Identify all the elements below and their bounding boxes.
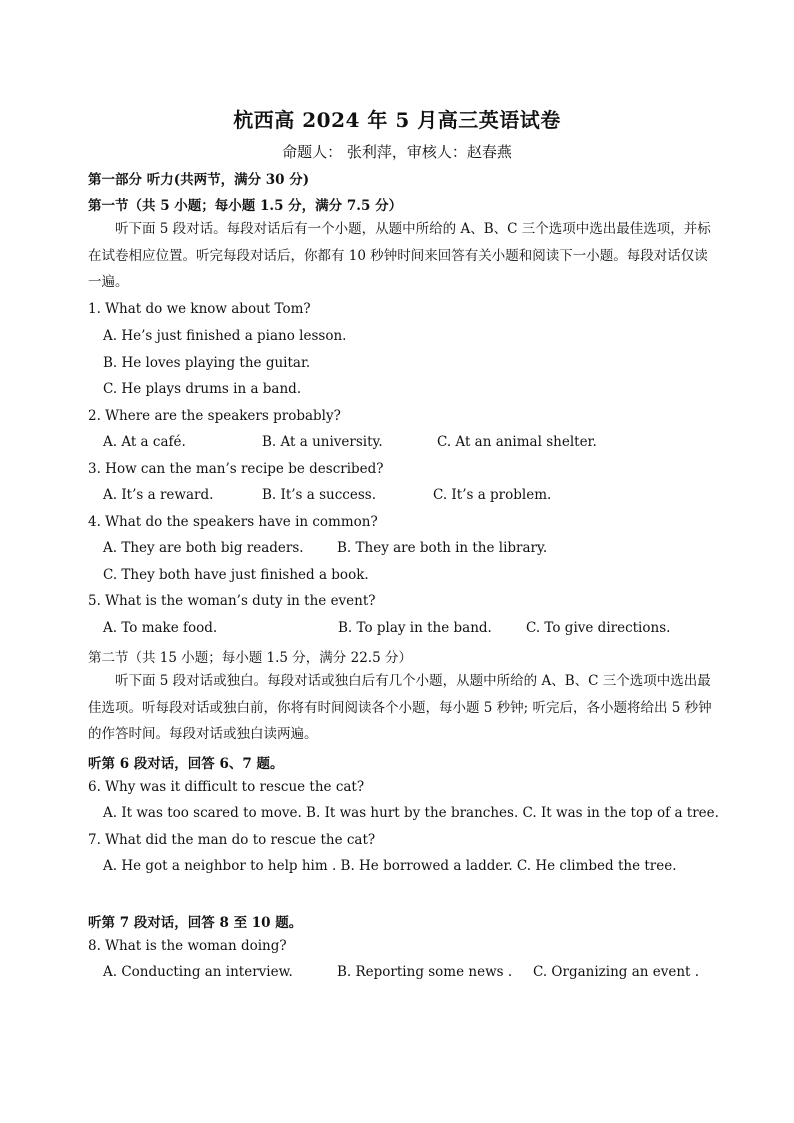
question-6-stem: 6. Why was it difficult to rescue the cat? [88,779,365,795]
question-5-option-a: A. To make food. [103,620,218,636]
question-3-stem: 3. How can the man’s recipe be described? [88,461,384,477]
question-4-option-a: A. They are both big readers. [103,540,304,556]
exam-title: 杭西高 2024 年 5 月高三英语试卷 [233,108,561,132]
question-1-option-c: C. He plays drums in a band. [103,381,302,397]
question-8-option-a: A. Conducting an interview. [103,964,293,980]
question-1-option-b: B. He loves playing the guitar. [103,355,311,371]
question-3-option-a: A. It’s a reward. [103,487,214,503]
question-5-stem: 5. What is the woman’s duty in the event? [88,593,376,609]
question-2-option-a: A. At a café. [103,434,186,450]
dialog-6-heading: 听第 6 段对话，回答 6、7 题。 [88,756,284,772]
question-4-stem: 4. What do the speakers have in common? [88,514,378,530]
question-2-option-b: B. At a university. [262,434,383,450]
question-5-option-c: C. To give directions. [526,620,671,636]
section1-instructions: 听下面 5 段对话。每段对话后有一个小题，从题中所给的 A、B、C 三个选项中选出最佳选项，并标在试卷相应位置。听完每段对话后，你都有 10 秒钟时间来回答有关小题和阅读下一小题。每段对话仅读一遍。 [88,221,711,290]
question-4-option-b: B. They are both in the library. [337,540,548,556]
question-1-stem: 1. What do we know about Tom? [88,301,311,317]
question-7-options: A. He got a neighbor to help him . B. He borrowed a ladder. C. He climbed the tree. [103,858,677,874]
question-4-option-c: C. They both have just finished a book. [103,567,369,583]
question-8-option-c: C. Organizing an event . [533,964,700,980]
section2-heading: 第二节（共 15 小题；每小题 1.5 分，满分 22.5 分） [88,650,412,666]
question-1-option-a: A. He’s just finished a piano lesson. [103,328,347,344]
question-5-option-b: B. To play in the band. [338,620,492,636]
question-6-options: A. It was too scared to move. B. It was hurt by the branches. C. It was in the top of a tree. [103,805,719,821]
section2-instructions: 听下面 5 段对话或独白。每段对话或独白后有几个小题，从题中所给的 A、B、C 三个选项中选出最佳选项。听每段对话或独白前，你将有时间阅读各个小题，每小题 5 秒钟; 听完后，各小题将给出 5 秒钟的作答时间。每段对话或独白读两遍。 [88,673,712,742]
question-2-option-c: C. At an animal shelter. [437,434,597,450]
dialog-7-heading: 听第 7 段对话，回答 8 至 10 题。 [88,915,303,931]
question-3-option-c: C. It’s a problem. [433,487,552,503]
question-2-stem: 2. Where are the speakers probably? [88,408,341,424]
question-3-option-b: B. It’s a success. [262,487,376,503]
question-8-stem: 8. What is the woman doing? [88,938,287,954]
question-8-option-b: B. Reporting some news . [337,964,513,980]
section1-heading: 第一节（共 5 小题；每小题 1.5 分，满分 7.5 分） [88,198,403,214]
exam-authors: 命题人： 张利萍，审核人：赵春燕 [282,143,512,161]
question-7-stem: 7. What did the man do to rescue the cat? [88,832,376,848]
part1-heading: 第一部分 听力(共两节，满分 30 分) [88,172,310,188]
